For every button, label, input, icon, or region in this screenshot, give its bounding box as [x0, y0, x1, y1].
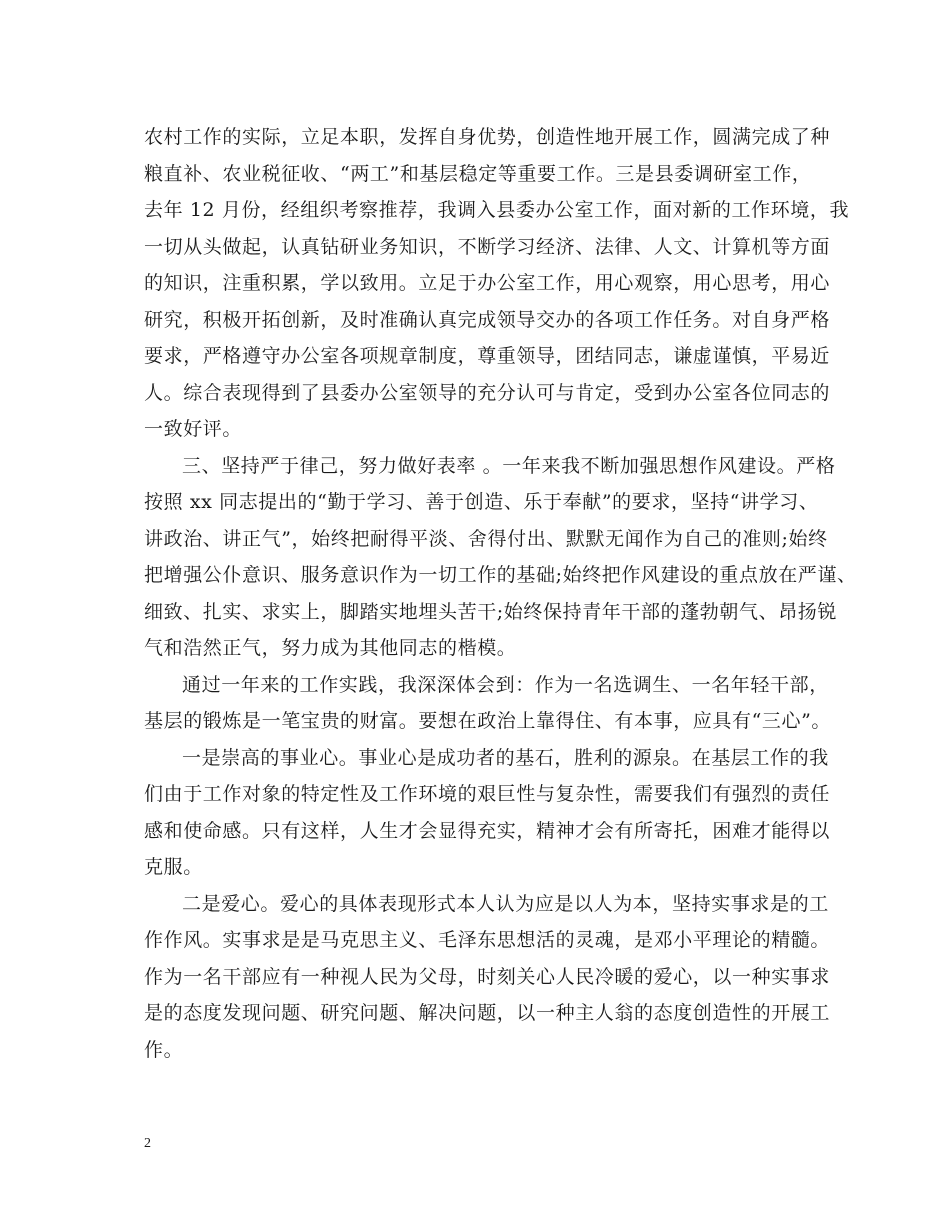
text-line: 一切从头做起，认真钻研业务知识，不断学习经济、法律、人文、计算机等方面: [144, 235, 831, 258]
paragraph-start-line: 三、坚持严于律己，努力做好表率 。一年来我不断加强思想作风建设。严格: [182, 454, 836, 477]
text-line: 人。综合表现得到了县委办公室领导的充分认可与肯定，受到办公室各位同志的: [144, 381, 831, 404]
text-line: 作。: [144, 1038, 184, 1061]
text-line: 一致好评。: [144, 418, 243, 440]
text-line: 去年 12 月份，经组织考察推荐，我调入县委办公室工作，面对新的工作环境，我: [144, 199, 850, 221]
text-line: 作为一名干部应有一种视人民为父母，时刻关心人民冷暖的爱心，以一种实事求: [144, 965, 831, 988]
text-line: 把增强公仆意识、服务意识作为一切工作的基础;始终把作风建设的重点放在严谨、: [144, 564, 857, 586]
text-line: 感和使命感。只有这样，人生才会显得充实，精神才会有所寄托，困难才能得以: [144, 819, 831, 842]
text-line: 们由于工作对象的特定性及工作环境的艰巨性与复杂性，需要我们有强烈的责任: [144, 783, 831, 805]
text-line: 克服。: [144, 856, 203, 878]
body-text: [144, 119, 857, 1068]
text-line: 要求，严格遵守办公室各项规章制度，尊重领导，团结同志，谦虚谨慎，平易近: [144, 345, 831, 367]
text-line: 农村工作的实际，立足本职，发挥自身优势，创造性地开展工作，圆满完成了种: [144, 126, 831, 148]
text-line: 气和浩然正气，努力成为其他同志的楷模。: [144, 637, 517, 659]
text-line: 按照 xx 同志提出的“勤于学习、善于创造、乐于奉献”的要求，坚持“讲学习、: [144, 491, 819, 513]
text-line: 的知识，注重积累，学以致用。立足于办公室工作，用心观察，用心思考，用心: [144, 272, 831, 294]
paragraph-start-line: 二是爱心。爱心的具体表现形式本人认为应是以人为本，坚持实事求是的工: [182, 892, 829, 915]
paragraph-start-line: 通过一年来的工作实践，我深深体会到：作为一名选调生、一名年轻干部，: [182, 673, 829, 696]
paragraph-start-line: 一是崇高的事业心。事业心是成功者的基石，胜利的源泉。在基层工作的我: [182, 746, 829, 769]
text-line: 讲政治、讲正气”，始终把耐得平淡、舍得付出、默默无闻作为自己的准则;始终: [144, 527, 828, 550]
text-line: 研究，积极开拓创新，及时准确认真完成领导交办的各项工作任务。对自身严格: [144, 308, 831, 331]
text-line: 粮直补、农业税征收、“两工”和基层稳定等重要工作。三是县委调研室工作，: [144, 162, 812, 185]
text-line: 是的态度发现问题、研究问题、解决问题，以一种主人翁的态度创造性的开展工: [144, 1002, 831, 1024]
text-line: 基层的锻炼是一笔宝贵的财富。要想在政治上靠得住、有本事，应具有“三心”。: [144, 710, 832, 732]
text-line: 作作风。实事求是是马克思主义、毛泽东思想活的灵魂，是邓小平理论的精髓。: [144, 929, 831, 951]
page-number: 2: [144, 1136, 151, 1151]
text-line: 细致、扎实、求实上，脚踏实地埋头苦干;始终保持青年干部的蓬勃朝气、昂扬锐: [144, 600, 838, 623]
